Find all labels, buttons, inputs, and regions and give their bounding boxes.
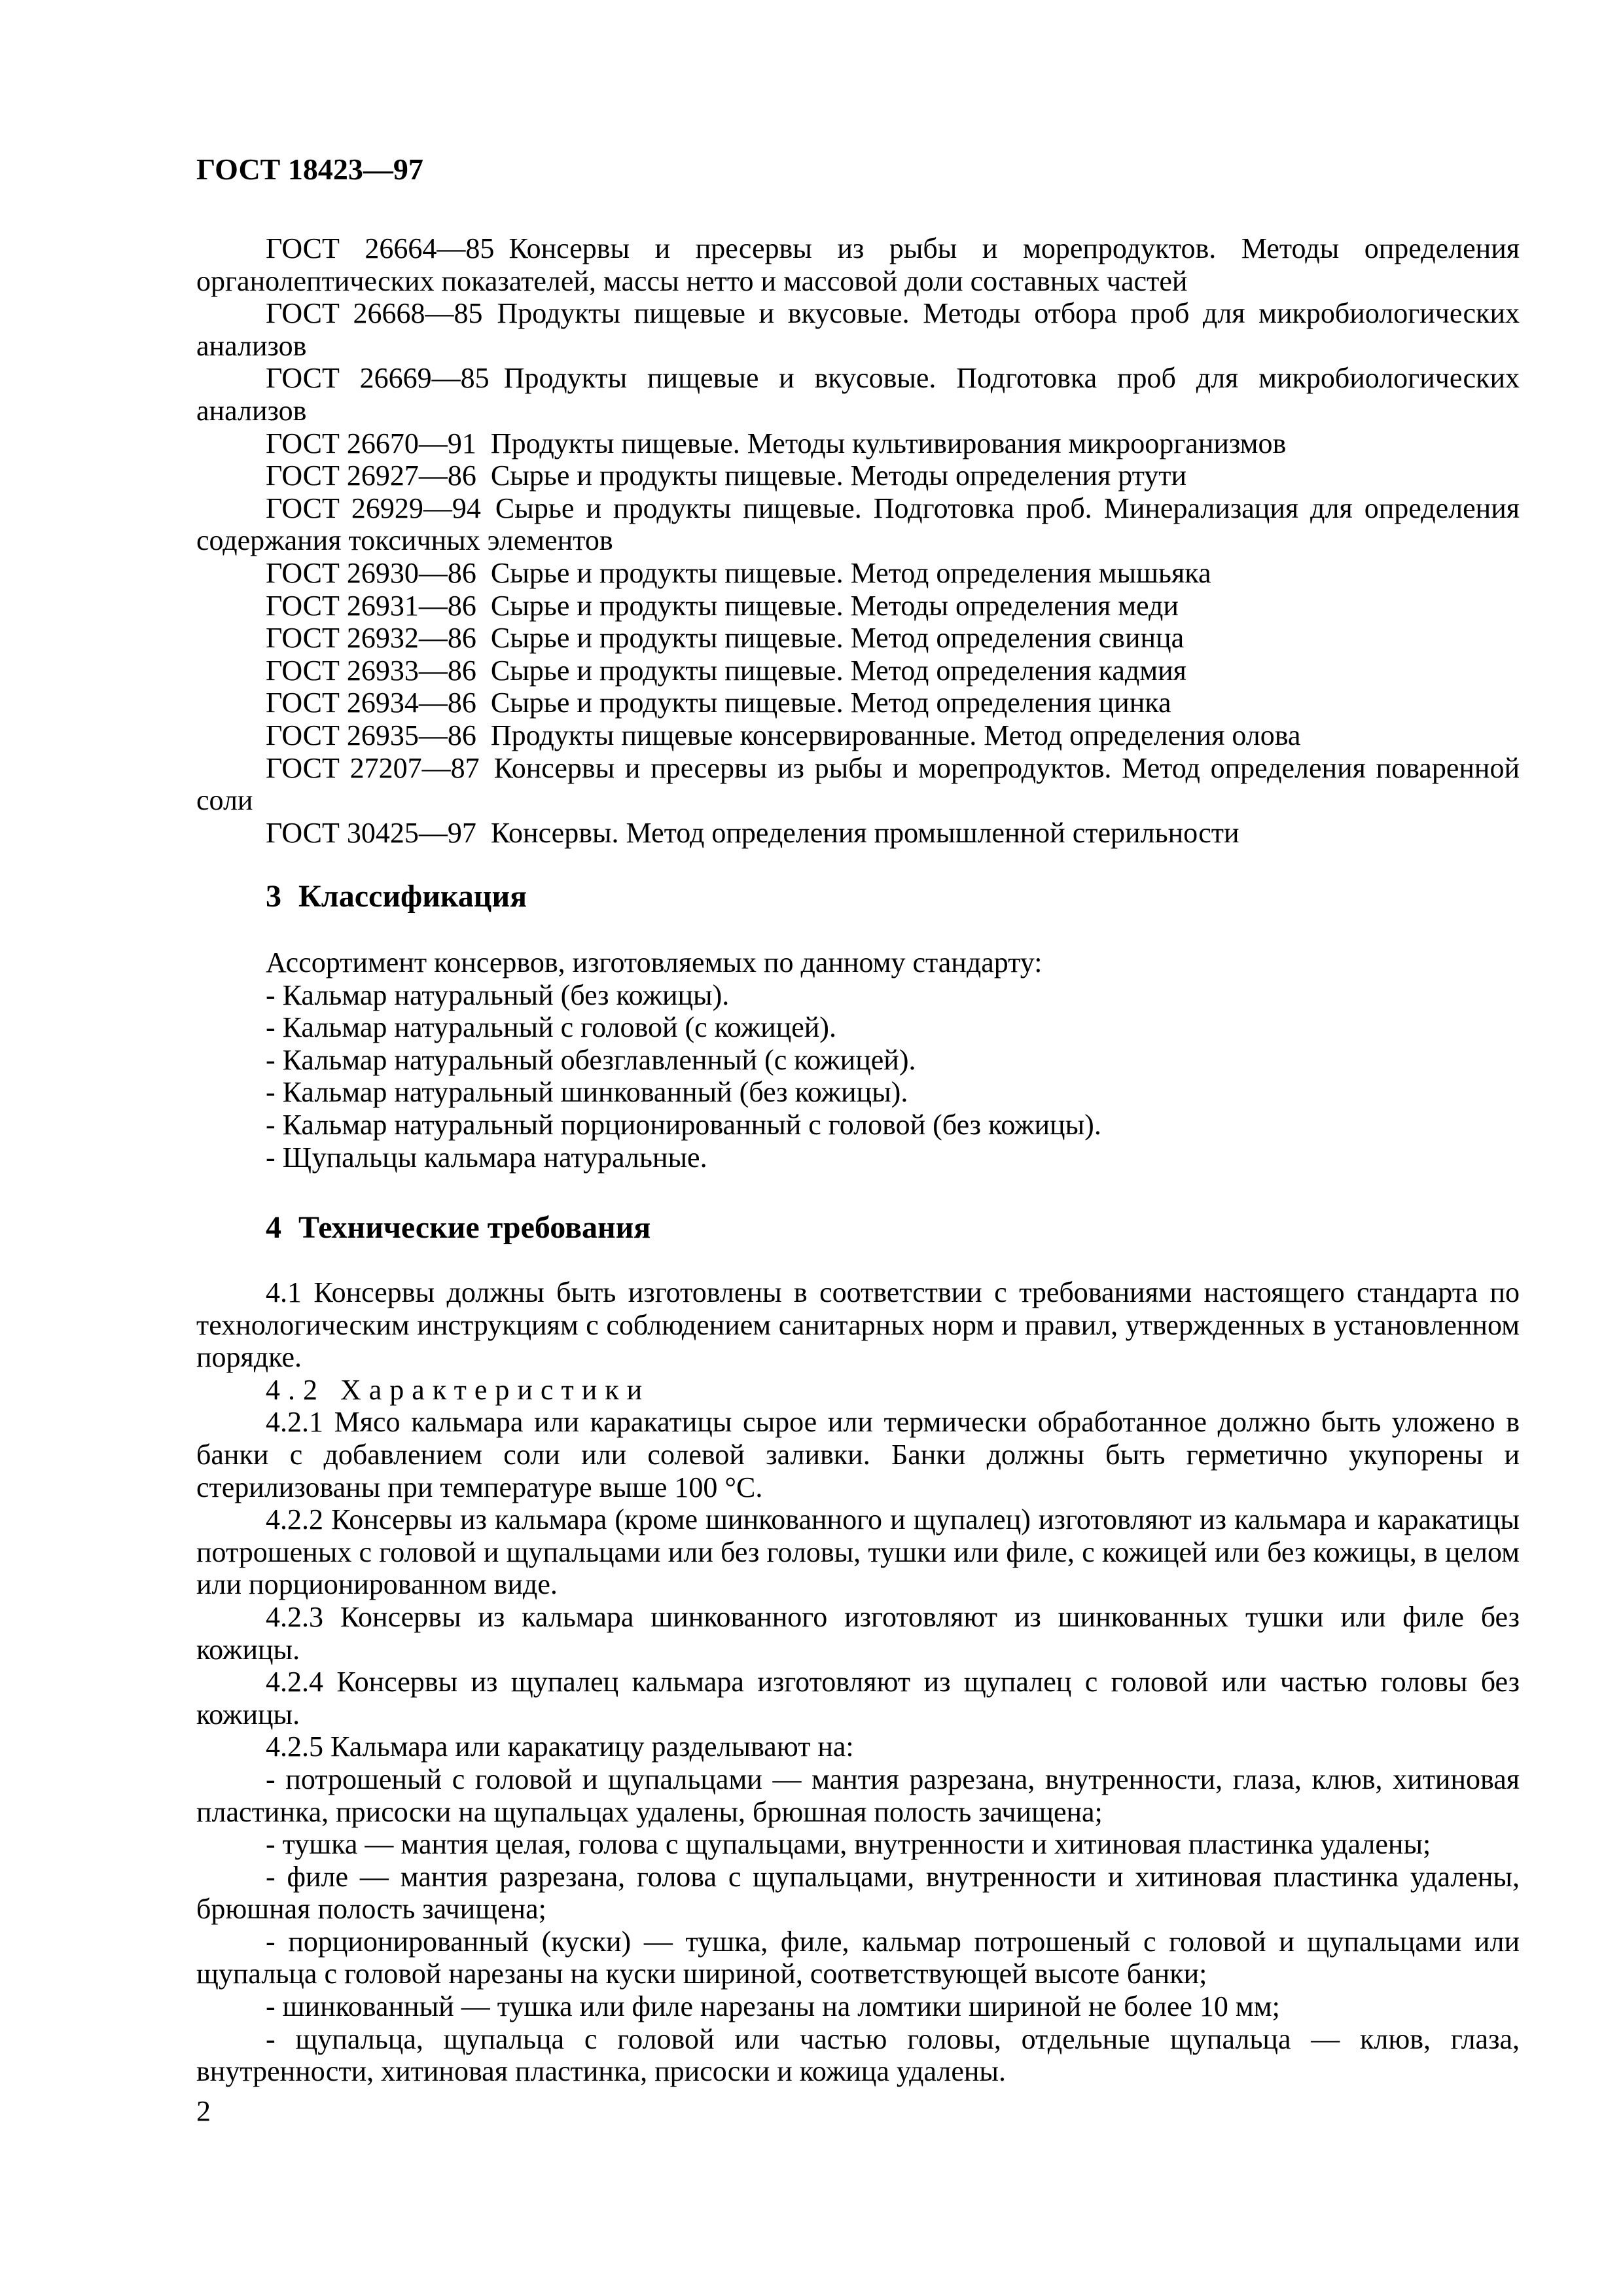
section-title: Классификация <box>298 879 527 914</box>
section-title: Технические требования <box>298 1210 651 1245</box>
paragraph: 4.2.3 Консервы из кальмара шинкованного изготовляют из шинкованных тушки или филе без кожицы. <box>196 1600 1520 1666</box>
list-item: - порционированный (куски) — тушка, филе, кальмар потрошеный с головой и щупальцами или щупальца с головой нарезаны на куски шириной, соответствующей высоте банки; <box>196 1925 1520 1990</box>
reference-title: Сырье и продукты пищевые. Метод определения цинка <box>490 687 1171 719</box>
assortment-item: - Кальмар натуральный (без кожицы). <box>266 978 730 1011</box>
paragraph: 4.2.4 Консервы из щупалец кальмара изготовляют из щупалец с головой или частью головы без кожицы. <box>196 1666 1520 1731</box>
document-header: ГОСТ 18423—97 <box>196 152 423 186</box>
section-number: 3 <box>266 879 281 914</box>
assortment-item: - Кальмар натуральный обезглавленный (с кожицей). <box>266 1043 916 1076</box>
reference-entry <box>196 752 1520 817</box>
list-item: - тушка — мантия целая, голова с щупальцами, внутренности и хитиновая пластинка удалены; <box>266 1828 1431 1861</box>
reference-code: ГОСТ 26930—86 <box>266 556 476 589</box>
section-3-body <box>196 946 1520 1174</box>
assortment-item: - Кальмар натуральный порционированный с головой (без кожицы). <box>266 1108 1101 1141</box>
reference-entry <box>196 719 1520 752</box>
paragraph: 4.1 Консервы должны быть изготовлены в соответствии с требованиями настоящего стандарта по технологическим инструкциям с соблюдением санитарных норм и правил, утвержденных в установленном порядке. <box>196 1276 1520 1374</box>
reference-title: Сырье и продукты пищевые. Подготовка проб. Минерализация для определения содержания токсичных элементов <box>196 492 1520 557</box>
list-item: - филе — мантия разрезана, голова с щупальцами, внутренности и хитиновая пластинка удалены, брюшная полость зачищена; <box>196 1860 1520 1926</box>
assortment-item: - Кальмар натуральный с головой (с кожицей). <box>266 1011 836 1044</box>
reference-entry <box>196 427 1520 460</box>
reference-title: Консервы и пресервы из рыбы и морепродуктов. Метод определения поваренной соли <box>196 751 1520 817</box>
reference-code: ГОСТ 26929—94 <box>266 492 481 524</box>
reference-code: ГОСТ 26669—85 <box>266 362 490 395</box>
reference-title: Продукты пищевые. Методы культивирования микроорганизмов <box>490 427 1287 459</box>
list-item: - шинкованный — тушка или филе нарезаны на ломтики шириной не более 10 мм; <box>266 1990 1280 2023</box>
reference-title: Сырье и продукты пищевые. Метод определения свинца <box>490 622 1185 655</box>
list-item: - щупальца, щупальца с головой или частью головы, отдельные щупальца — клюв, глаза, внутренности, хитиновая пластинка, присоски и кожица удалены. <box>196 2022 1520 2088</box>
reference-code: ГОСТ 26934—86 <box>266 687 476 719</box>
reference-code: ГОСТ 26668—85 <box>266 297 483 330</box>
reference-entry <box>196 557 1520 590</box>
page-number: 2 <box>196 2095 211 2127</box>
reference-title: Сырье и продукты пищевые. Метод определения кадмия <box>490 654 1186 687</box>
reference-code: ГОСТ 30425—97 <box>266 816 476 849</box>
reference-title: Продукты пищевые и вкусовые. Методы отбора проб для микробиологических анализов <box>196 297 1520 362</box>
assortment-item: - Кальмар натуральный шинкованный (без кожицы). <box>266 1076 908 1109</box>
reference-code: ГОСТ 26932—86 <box>266 622 476 655</box>
classification-intro: Ассортимент консервов, изготовляемых по данному стандарту: <box>266 946 1043 978</box>
reference-code: ГОСТ 26935—86 <box>266 719 476 751</box>
reference-entry <box>196 655 1520 687</box>
section-4-body <box>196 1276 1520 2088</box>
reference-title: Продукты пищевые консервированные. Метод определения олова <box>490 719 1301 751</box>
reference-code: ГОСТ 26664—85 <box>266 232 495 264</box>
reference-entry <box>196 297 1520 362</box>
reference-entry <box>196 622 1520 655</box>
section-3-heading <box>266 878 527 914</box>
reference-code: ГОСТ 26670—91 <box>266 427 476 459</box>
reference-entry <box>196 232 1520 297</box>
reference-title: Консервы. Метод определения промышленной стерильности <box>490 816 1240 849</box>
reference-code: ГОСТ 26933—86 <box>266 654 476 687</box>
reference-title: Сырье и продукты пищевые. Методы определения меди <box>490 589 1179 622</box>
reference-entry <box>196 492 1520 557</box>
reference-entry <box>196 817 1520 850</box>
reference-code: ГОСТ 27207—87 <box>266 751 480 784</box>
reference-code: ГОСТ 26927—86 <box>266 459 476 492</box>
reference-title: Продукты пищевые и вкусовые. Подготовка проб для микробиологических анализов <box>196 362 1520 427</box>
subsection-heading: 4.2 Характеристики <box>266 1373 651 1406</box>
reference-entry <box>196 590 1520 622</box>
section-number: 4 <box>266 1210 281 1245</box>
list-item: - потрошеный с головой и щупальцами — мантия разрезана, внутренности, глаза, клюв, хитиновая пластинка, присоски на щупальцах удалены, брюшная полость зачищена; <box>196 1763 1520 1828</box>
section-4-heading <box>266 1210 651 1246</box>
reference-code: ГОСТ 26931—86 <box>266 589 476 622</box>
reference-title: Консервы и пресервы из рыбы и морепродуктов. Методы определения органолептических показателей, массы нетто и массовой доли составных частей <box>196 232 1520 297</box>
assortment-item: - Щупальцы кальмара натуральные. <box>266 1141 707 1174</box>
reference-entry <box>196 687 1520 719</box>
reference-entry <box>196 362 1520 427</box>
reference-title: Сырье и продукты пищевые. Методы определения ртути <box>490 459 1187 492</box>
reference-title: Сырье и продукты пищевые. Метод определения мышьяка <box>490 556 1211 589</box>
reference-entry <box>196 459 1520 492</box>
normative-references-list <box>196 232 1520 849</box>
paragraph: 4.2.2 Консервы из кальмара (кроме шинкованного и щупалец) изготовляют из кальмара и каракатицы потрошеных с головой и щупальцами или без головы, тушки или филе, с кожицей или без кожицы, в целом или порционированном виде. <box>196 1503 1520 1601</box>
paragraph: 4.2.1 Мясо кальмара или каракатицы сырое или термически обработанное должно быть уложено в банки с добавлением соли или солевой заливки. Банки должны быть герметично укупорены и стерилизованы при температуре выше 100 °С. <box>196 1406 1520 1503</box>
paragraph: 4.2.5 Кальмара или каракатицу разделывают на: <box>266 1731 854 1763</box>
